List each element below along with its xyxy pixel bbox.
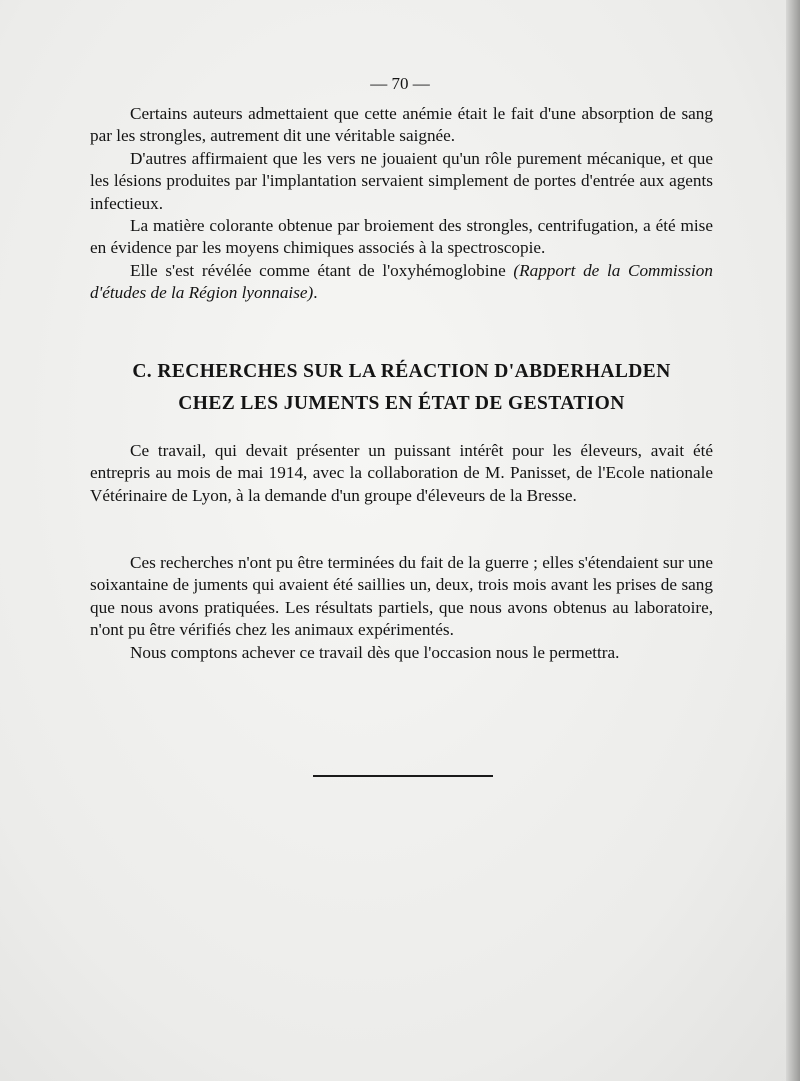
section-heading-line2: CHEZ LES JUMENTS EN ÉTAT DE GESTATION (178, 393, 625, 414)
section-text-1 (90, 440, 713, 507)
paragraph-work-intro: Ce travail, qui devait présenter un puissant intérêt pour les éleveurs, avait été entrepris au mois de mai 1914, avec la collaboration de M. Panisset, de l'Ecole nationale Vétérinaire de Lyon, à la demande d'un groupe d'éleveurs de la Bresse. (90, 441, 713, 505)
paragraph-future-work: Nous comptons achever ce travail dès que l'occasion nous le permettra. (130, 642, 620, 662)
paragraph-oxyhemoglobin (90, 260, 713, 305)
oxyhemoglobin-end: . (313, 283, 318, 303)
page-spine-shadow (786, 0, 800, 1081)
paragraph-research-interrupted: Ces recherches n'ont pu être terminées du fait de la guerre ; elles s'étendaient sur une soixantaine de juments qui avaient été saillies un, deux, trois mois avant les prises de sang que nous avons pratiquées. Les résultats partiels, que nous avons obtenus au laboratoire, n'ont pu être vérifiés chez les animaux expérimentés. (90, 553, 713, 640)
section-text-2 (90, 552, 713, 664)
page-number: — 70 — (370, 74, 430, 93)
section-heading (90, 356, 713, 420)
report-citation: (Rapport de la Commission d'études de la Région lyonnaise) (90, 260, 713, 303)
intro-text (90, 103, 713, 305)
paragraph-absorption: Certains auteurs admettaient que cette anémie était le fait d'une absorption de sang par les strongles, autrement dit une véritable saignée. (90, 104, 713, 146)
paragraph-mechanical-role: D'autres affirmaient que les vers ne jouaient qu'un rôle purement mécanique, et que les lésions produites par l'implantation servaient simplement de portes d'entrée aux agents infectieux. (90, 148, 713, 213)
oxyhemoglobin-text: Elle s'est révélée comme étant de l'oxyhémoglobine (130, 260, 514, 280)
section-heading-line1: C. RECHERCHES SUR LA RÉACTION D'ABDERHALDEN (132, 361, 671, 382)
paragraph-coloring-matter: La matière colorante obtenue par broiement des strongles, centrifugation, a été mise en évidence par les moyens chimiques associés à la spectroscopie. (90, 216, 713, 258)
closing-rule (313, 775, 493, 777)
